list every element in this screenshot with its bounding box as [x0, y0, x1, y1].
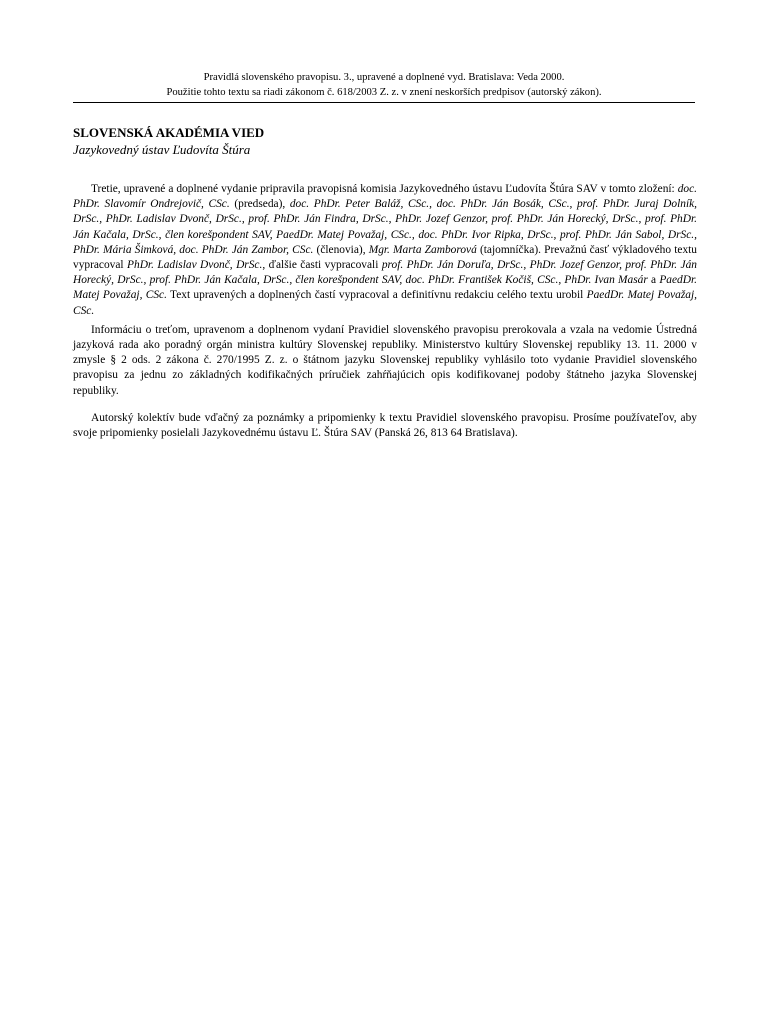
paragraph-commission	[73, 182, 697, 319]
text-segment: Text upravených a doplnených častí vypracoval a definitívnu redakciu celého textu urobil	[166, 289, 587, 302]
other-authors-names: prof. PhDr. Ján Doruľa, DrSc., PhDr. Jozef Genzor, prof. PhDr. Ján Horecký, DrSc., prof. PhDr. Ján Kačala, DrSc., člen korešpondent SAV, doc. PhDr. František Kočiš, CSc., PhDr. Ivan Masár	[73, 259, 697, 287]
citation-line: Pravidlá slovenského pravopisu. 3., upravené a doplnené vyd. Bratislava: Veda 2000.	[203, 72, 565, 83]
secretary-name: Mgr. Marta Zamborová	[368, 243, 477, 256]
main-author-name: PhDr. Ladislav Dvonč, DrSc.	[127, 259, 263, 272]
editor-name: PaedDr. Matej Považaj, CSc.	[73, 289, 697, 317]
text-segment: (členovia),	[313, 243, 369, 256]
paragraph-approval: Informáciu o treťom, upravenom a doplnenom vydaní Pravidiel slovenského pravopisu prerokovala a vzala na vedomie Ústredná jazyková rada ako poradný orgán ministra kultúry Slovenskej republiky. Ministerstvo kultúry Slovenskej republiky 13. 11. 2000 v zmysle § 2 ods. 2 zákona č. 270/1995 Z. z. o štátnom jazyku Slovenskej republiky vyhlásilo toto vydanie Pravidiel slovenského pravopisu za jednu zo základných kodifikačných príručiek zahŕňajúcich opis kodifikovanej podoby štátneho jazyka Slovenskej republiky.	[73, 323, 697, 397]
organization-block	[73, 124, 695, 158]
text-segment: (tajomníčka). Prevažnú časť výkladového textu vypracoval	[73, 243, 698, 272]
text-segment: a	[647, 274, 660, 287]
co-author-name: PaedDr. Matej Považaj, CSc.	[73, 274, 697, 302]
text-segment: Tretie, upravené a doplnené vydanie pripravila pravopisná komisia Jazykovedného ústavu Ľudovíta Štúra SAV v tomto zložení:	[91, 183, 678, 195]
text-segment: , ďalšie časti vypracovali	[262, 259, 382, 272]
copyright-line: Použitie tohto textu sa riadi zákonom č. 618/2003 Z. z. v znení neskorších predpisov (autorský zákon).	[166, 87, 602, 98]
text-segment: (predseda),	[229, 198, 290, 211]
body-text	[73, 182, 697, 441]
paragraph-feedback: Autorský kolektív bude vďačný za poznámky a pripomienky k textu Pravidiel slovenského pravopisu. Prosíme používateľov, aby svoje pripomienky posielali Jazykovednému ústavu Ľ. Štúra SAV (Panská 26, 813 64 Bratislava).	[73, 411, 697, 440]
organization-name: SLOVENSKÁ AKADÉMIA VIED	[73, 125, 265, 140]
chairman-name: doc. PhDr. Slavomír Ondrejovič, CSc.	[73, 183, 697, 211]
members-names: doc. PhDr. Peter Baláž, CSc., doc. PhDr. Ján Bosák, CSc., prof. PhDr. Juraj Dolník, DrSc., PhDr. Ladislav Dvonč, DrSc., prof. PhDr. Ján Findra, DrSc., PhDr. Jozef Genzor, prof. PhDr. Ján Horecký, DrSc., prof. PhDr. Ján Kačala, DrSc., člen korešpondent SAV, PaedDr. Matej Považaj, CSc., doc. PhDr. Ivor Ripka, DrSc., prof. PhDr. Ján Sabol, DrSc., PhDr. Mária Šimková, doc. PhDr. Ján Zambor, CSc.	[73, 198, 698, 256]
institute-name: Jazykovedný ústav Ľudovíta Štúra	[73, 142, 251, 157]
header-divider	[73, 102, 695, 103]
running-header	[73, 70, 695, 100]
